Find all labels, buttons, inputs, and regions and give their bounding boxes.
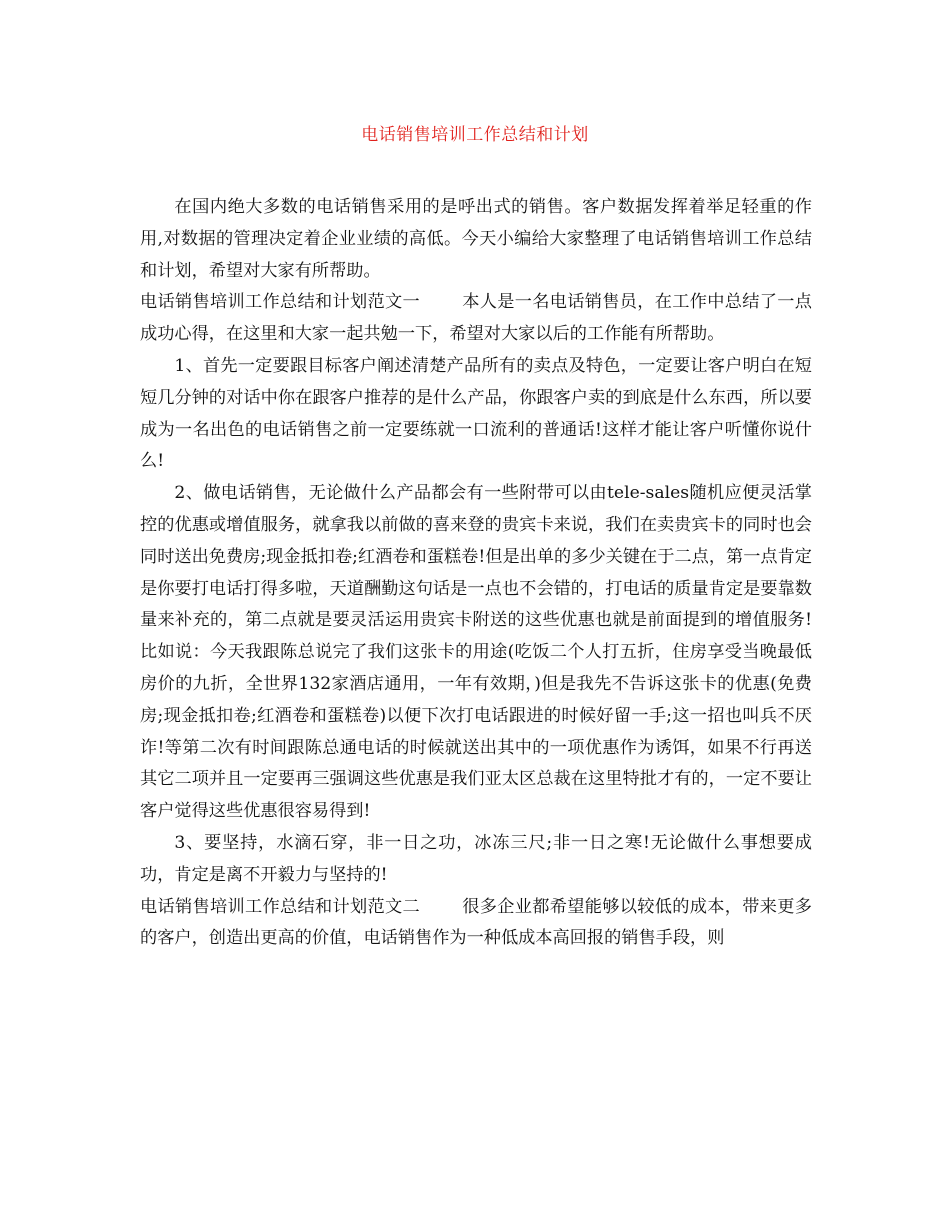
point-1-paragraph: 1、首先一定要跟目标客户阐述清楚产品所有的卖点及特色，一定要让客户明白在短短几分钟的对话中你在跟客户推荐的是什么产品，你跟客户卖的到底是什么东西，所以要成为一名出色的电话销售之前一定要练就一口流利的普通话!这样才能让客户听懂你说什么! bbox=[140, 355, 812, 472]
section-2-lead: 很多企业都希望能够以较低的成本，带来更多的客户，创造出更高的价值，电话销售作为一种低成本高回报的销售手段，则 bbox=[140, 896, 812, 949]
section-1-heading: 电话销售培训工作总结和计划范文一 bbox=[140, 292, 420, 313]
document-body bbox=[140, 192, 812, 955]
section-2-paragraph bbox=[140, 892, 812, 956]
section-1-paragraph bbox=[140, 287, 812, 351]
section-2-heading: 电话销售培训工作总结和计划范文二 bbox=[140, 896, 420, 917]
point-3-paragraph: 3、要坚持，水滴石穿，非一日之功，冰冻三尺;非一日之寒!无论做什么事想要成功，肯定是离不开毅力与坚持的! bbox=[140, 832, 812, 885]
document-title: 电话销售培训工作总结和计划 bbox=[361, 125, 589, 145]
section-1-lead: 本人是一名电话销售员，在工作中总结了一点成功心得，在这里和大家一起共勉一下，希望对大家以后的工作能有所帮助。 bbox=[140, 292, 812, 345]
point-2-paragraph: 2、做电话销售，无论做什么产品都会有一些附带可以由tele-sales随机应便灵活掌控的优惠或增值服务，就拿我以前做的喜来登的贵宾卡来说，我们在卖贵宾卡的同时也会同时送出免费房;现金抵扣卷;红酒卷和蛋糕卷!但是出单的多少关键在于二点，第一点肯定是你要打电话打得多啦，天道酬勤这句话是一点也不会错的，打电话的质量肯定是要靠数量来补充的，第二点就是要灵活运用贵宾卡附送的这些优惠也就是前面提到的增值服务!比如说：今天我跟陈总说完了我们这张卡的用途(吃饭二个人打五折，住房享受当晚最低房价的九折，全世界132家酒店通用，一年有效期，)但是我先不告诉这张卡的优惠(免费房;现金抵扣卷;红酒卷和蛋糕卷)以便下次打电话跟进的时候好留一手;这一招也叫兵不厌诈!等第二次有时间跟陈总通电话的时候就送出其中的一项优惠作为诱饵，如果不行再送其它二项并且一定要再三强调这些优惠是我们亚太区总裁在这里特批才有的，一定不要让客户觉得这些优惠很容易得到! bbox=[140, 483, 812, 822]
intro-paragraph: 在国内绝大多数的电话销售采用的是呼出式的销售。客户数据发挥着举足轻重的作用,对数据的管理决定着企业业绩的高低。今天小编给大家整理了电话销售培训工作总结和计划，希望对大家有所帮助。 bbox=[140, 197, 812, 281]
